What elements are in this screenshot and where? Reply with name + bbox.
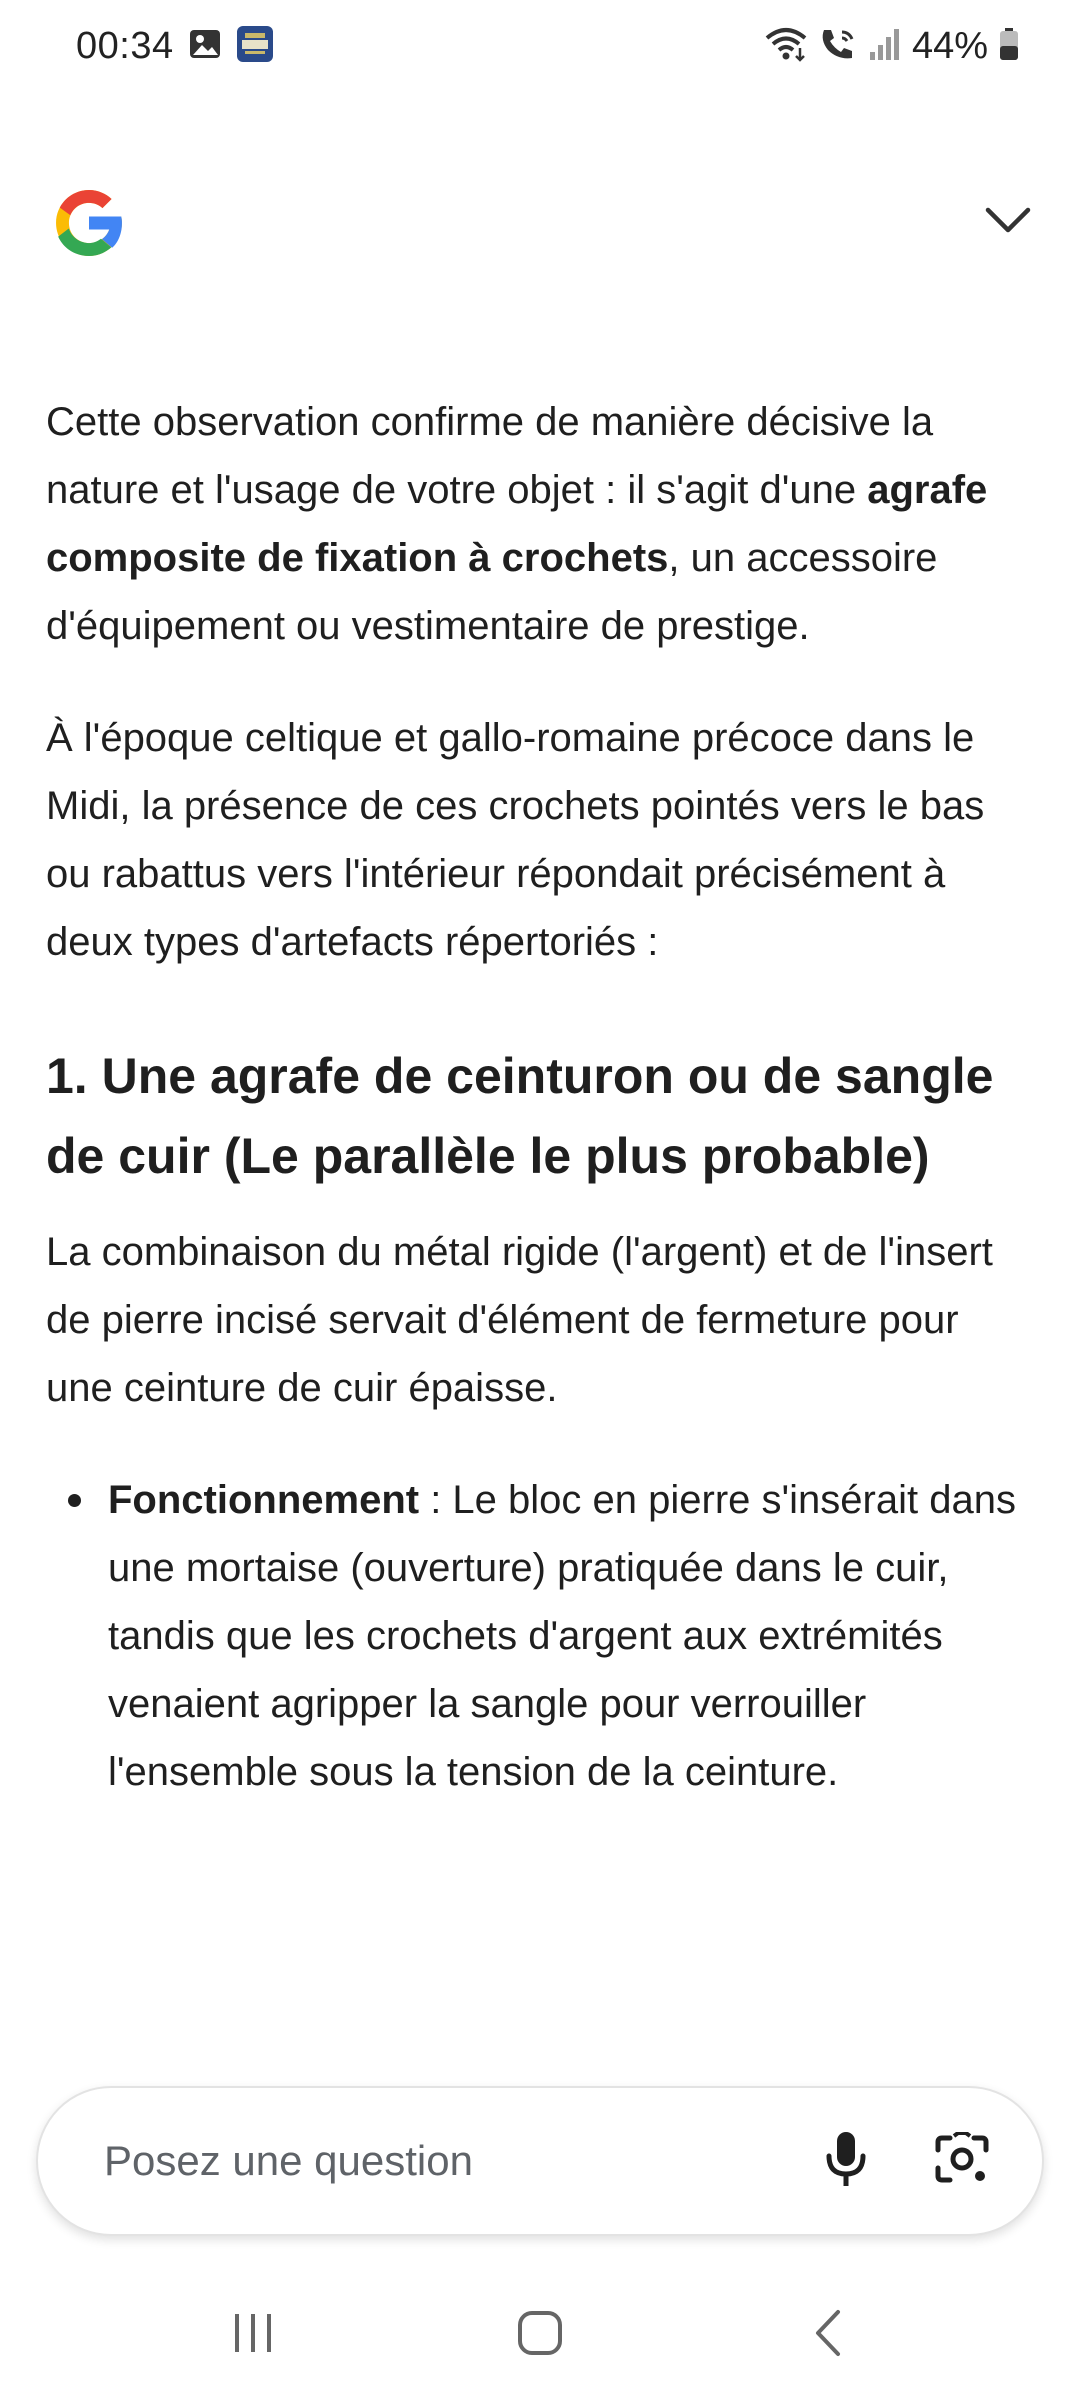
status-left	[76, 25, 274, 68]
answer-paragraph-2: À l'époque celtique et gallo-romaine précoce dans le Midi, la présence de ces crochets pointés vers le bas ou rabattus vers l'intérieur répondait précisément à deux types d'artefacts répertoriés :	[46, 716, 985, 964]
ask-area	[0, 2060, 1080, 2270]
status-right	[764, 25, 1020, 68]
section-heading-1: 1. Une agrafe de ceinturon ou de sangle de cuir (Le parallèle le plus probable)	[46, 1048, 994, 1184]
wifi-calling-icon	[818, 26, 858, 67]
answer-paragraph-3: La combinaison du métal rigide (l'argent) et de l'insert de pierre incisé servait d'élément de fermeture pour une ceinture de cuir épaisse.	[46, 1230, 993, 1410]
signal-icon	[868, 26, 902, 67]
app-notification-icon	[236, 25, 274, 68]
wifi-icon	[764, 26, 808, 67]
answer-content	[46, 388, 1036, 1806]
answer-paragraph-1	[46, 388, 1036, 660]
p1-text-after: , un accessoire d'équipement ou vestimentaire de prestige.	[46, 536, 938, 648]
status-bar	[0, 0, 1080, 92]
back-button[interactable]	[772, 2290, 882, 2380]
camera-lens-icon	[934, 2132, 990, 2191]
battery-percent: 44%	[911, 24, 988, 67]
ask-bar[interactable]	[36, 2086, 1044, 2236]
navigation-bar	[0, 2270, 1080, 2400]
microphone-icon	[824, 2130, 868, 2193]
back-icon	[810, 2308, 844, 2363]
home-button[interactable]	[485, 2290, 595, 2380]
bullet-list	[46, 1466, 1036, 1806]
battery-icon	[998, 26, 1020, 67]
lens-button[interactable]	[922, 2121, 1002, 2201]
bullet-item	[108, 1466, 1036, 1806]
recents-button[interactable]	[198, 2290, 308, 2380]
recents-icon	[230, 2310, 276, 2361]
bullet-term: Fonctionnement	[108, 1478, 420, 1522]
chevron-down-icon	[983, 205, 1033, 240]
bullet-text: : Le bloc en pierre s'insérait dans une mortaise (ouverture) pratiquée dans le cuir, tandis que les crochets d'argent aux extrémités venaient agripper la sangle pour verrouiller l'ensemble sous la tension de la ceinture.	[108, 1478, 1016, 1794]
gallery-notification-icon	[188, 27, 222, 66]
home-icon	[516, 2309, 564, 2362]
p1-text-before: Cette observation confirme de manière décisive la nature et l'usage de votre objet : il s'agit d'une	[46, 400, 934, 512]
google-logo-icon	[46, 180, 132, 266]
status-time: 00:34	[76, 24, 174, 67]
header	[0, 170, 1080, 280]
p1-bold-term: agrafe composite de fixation à crochets	[46, 468, 988, 580]
ask-input[interactable]	[104, 2137, 752, 2185]
collapse-button[interactable]	[976, 190, 1040, 254]
microphone-button[interactable]	[806, 2121, 886, 2201]
